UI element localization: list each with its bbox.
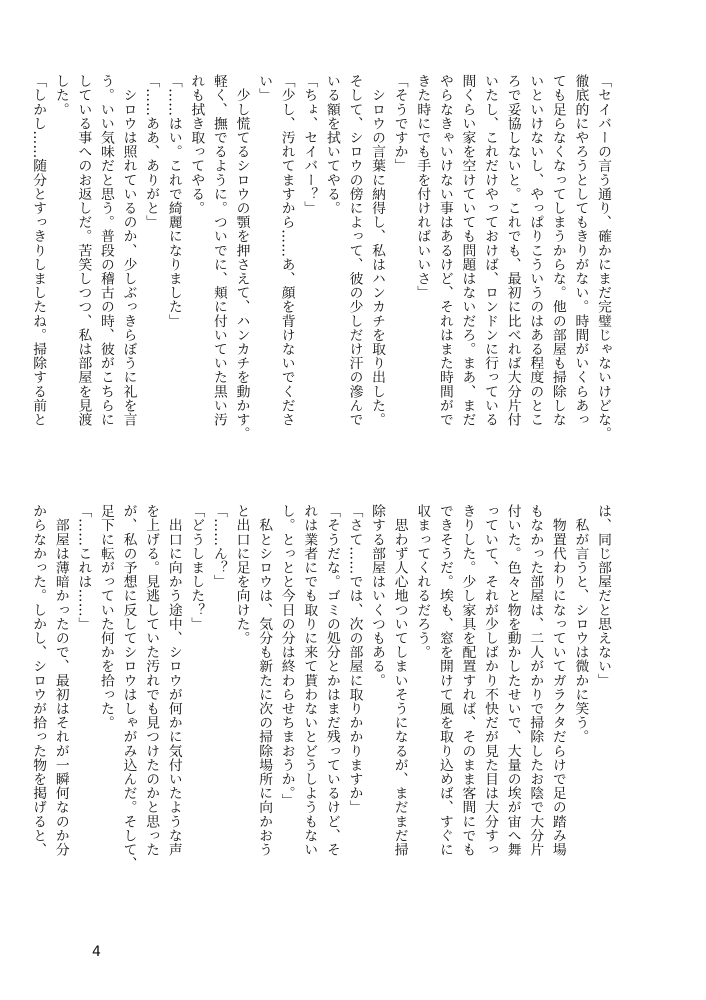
lower-text-line: 部屋は薄暗かったので、最初はそれが一瞬何なのか分 bbox=[52, 504, 69, 857]
upper-text-line: う。いい気味だと思う。普段の稽古の時、彼がこちらに bbox=[97, 74, 114, 427]
lower-text-line: 私が言うと、シロウは微かに笑う。 bbox=[572, 504, 589, 744]
page-number: 4 bbox=[92, 944, 101, 960]
lower-text-line: もなかった部屋は、二人がかりで掃除したお陰で大分片 bbox=[527, 504, 544, 857]
lower-text-line: 「さて……では、次の部屋に取りかかりますか」 bbox=[346, 504, 363, 815]
lower-text-line: っていて、それが少しばかり不快だが見た目は大分すっ bbox=[482, 504, 499, 857]
upper-text-block bbox=[30, 74, 614, 492]
lower-text-line: 「……これは……」 bbox=[75, 504, 92, 631]
upper-text-line: そして、シロウの傍によって、彼の少しだけ汗の滲んで bbox=[346, 74, 363, 427]
lower-text-line: 足下に転がっていた何かを拾った。 bbox=[97, 504, 114, 730]
lower-text-line: と出口に足を向けた。 bbox=[233, 504, 250, 645]
upper-text-line: 「ちょ、セイバー？」 bbox=[301, 74, 318, 215]
lower-text-line: 「そうだな。ゴミの処分とかはまだ残っているけど、そ bbox=[323, 504, 340, 857]
upper-text-line: シロウは照れているのか、少しぶっきらぼうに礼を言 bbox=[120, 74, 137, 427]
lower-text-line: 思わず人心地ついてしまいそうになるが、まだまだ掃 bbox=[391, 504, 408, 857]
lower-text-line: 私とシロウは、気分も新たに次の掃除場所に向かおう bbox=[256, 504, 273, 857]
lower-text-line: きりした。少し家具を配置すれば、そのまま客間にでも bbox=[459, 504, 476, 857]
lower-text-line: 「……ん？」 bbox=[210, 504, 227, 589]
upper-text-line: 「そうですか」 bbox=[391, 74, 408, 173]
upper-text-line: い」 bbox=[256, 74, 273, 103]
lower-text-line: 「どうしました？」 bbox=[188, 504, 205, 631]
upper-text-line: 「……ああ、ありがと」 bbox=[143, 74, 160, 230]
upper-text-line: 軽く、撫でるように。ついでに、頬に付いていた黒い汚 bbox=[210, 74, 227, 427]
upper-text-line: きた時にでも手を付ければいいさ」 bbox=[414, 74, 431, 300]
lower-text-line: できそうだ。埃も、窓を開けて風を取り込めば、すぐに bbox=[436, 504, 453, 857]
upper-text-line: いる額を拭いてやる。 bbox=[323, 74, 340, 215]
upper-text-line: 徹底的にやろうとしてもきりがない。時間がいくらあっ bbox=[572, 74, 589, 427]
upper-text-line: シロウの言葉に納得し、私はハンカチを取り出した。 bbox=[369, 74, 386, 427]
lower-text-line: からなかった。しかし、シロウが拾った物を掲げると、 bbox=[30, 504, 47, 857]
lower-text-line: は、同じ部屋だと思えない」 bbox=[595, 504, 611, 688]
lower-text-line: 付いた。色々と物を動かしたせいで、大量の埃が宙へ舞 bbox=[504, 504, 521, 857]
lower-text-line: 出口に向かう途中、シロウが何かに気付いたような声 bbox=[165, 504, 182, 857]
upper-text-line: している事へのお返しだ。苦笑しつつ、私は部屋を見渡 bbox=[75, 74, 92, 427]
upper-text-line: いといけないし、やっぱりこういうのはある程度のとこ bbox=[527, 74, 544, 427]
lower-text-line: を上げる。見逃していた汚れでも見つけたのかと思った bbox=[143, 504, 160, 857]
upper-text-line: ても足らなくなってしまうからな。他の部屋も掃除しな bbox=[549, 74, 566, 427]
upper-text-line: れも拭き取ってやる。 bbox=[188, 74, 205, 215]
upper-text-line: やらなきゃいけない事はあるけど、それはまた時間がで bbox=[436, 74, 453, 427]
upper-text-line: 「しかし……随分とすっきりしましたね。掃除する前と bbox=[30, 74, 47, 427]
lower-text-line: 収まってくれるだろう。 bbox=[414, 504, 431, 660]
upper-text-line: 「セイバーの言う通り、確かにまだ完璧じゃないけどな。 bbox=[595, 74, 611, 441]
upper-text-line: ろで妥協しないと。これでも、最初に比べれば大分片付 bbox=[504, 74, 521, 427]
lower-text-line: し。とっとと今日の分は終わらせちまおうか。」 bbox=[278, 504, 295, 808]
lower-text-block bbox=[30, 504, 614, 922]
upper-text-line: 「少し、汚れてますから……あ、顔を背けないでくださ bbox=[278, 74, 295, 427]
lower-text-line: 物置代わりになっていてガラクタだらけで足の踏み場 bbox=[549, 504, 566, 857]
upper-text-line: 少し慌てるシロウの顎を押さえて、ハンカチを動かす。 bbox=[233, 74, 250, 441]
lower-text-line: が、私の予想に反してシロウはしゃがみ込んだ。そして、 bbox=[120, 504, 137, 871]
lower-text-line: 除する部屋はいくつもある。 bbox=[369, 504, 386, 688]
upper-text-line: いたし、これだけやっておけば、ロンドンに行っている bbox=[482, 74, 499, 427]
lower-text-line: れは業者にでも取りに来て貰わないとどうしようもない bbox=[301, 504, 318, 857]
upper-text-line: 「……はい。これで綺麗になりました」 bbox=[165, 74, 182, 328]
upper-text-line: 間くらい家を空けていても問題はないだろ。まあ、まだ bbox=[459, 74, 476, 427]
upper-text-line: した。 bbox=[52, 74, 69, 117]
